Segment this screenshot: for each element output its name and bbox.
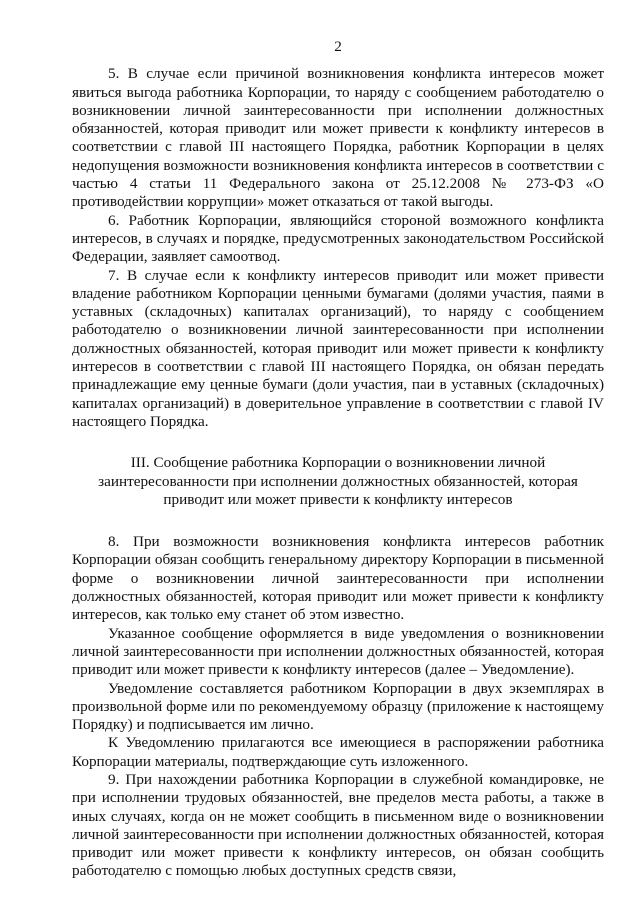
paragraph-6: 6. Работник Корпорации, являющийся стороной возможного конфликта интересов, в случаях и порядке, предусмотренных законодательством Российской Федерации, заявляет самоотвод.	[72, 211, 604, 266]
page-number: 2	[334, 38, 342, 55]
paragraph-8-notification-copies: Уведомление составляется работником Корпорации в двух экземплярах в произвольной форме или по рекомендуемому образцу (приложение к настоящему Порядку) и подписывается им лично.	[72, 679, 604, 734]
paragraph-8-notification-format: Указанное сообщение оформляется в виде уведомления о возникновении личной заинтересованности при исполнении должностных обязанностей, которая приводит или может привести к конфликту интересов (далее – Уведомление).	[72, 624, 604, 679]
section-heading: III. Сообщение работника Корпорации о возникновении личной заинтересованности при исполнении должностных обязанностей, которая приводит или может привести к конфликту интересов	[98, 454, 578, 508]
paragraph-8: 8. При возможности возникновения конфликта интересов работник Корпорации обязан сообщить генеральному директору Корпорации в письменной форме о возникновении личной заинтересованности при исполнении должностных обязанностей, которая приводит или может привести к конфликту интересов, как только ему станет об этом известно.	[72, 533, 604, 624]
paragraph-8-attachments: К Уведомлению прилагаются все имеющиеся в распоряжении работника Корпорации материалы, подтверждающие суть изложенного.	[72, 734, 604, 770]
paragraph-7: 7. В случае если к конфликту интересов приводит или может привести владение работником Корпорации ценными бумагами (долями участия, паями в уставных (складочных) капиталах организаций), то наряду с сообщением работодателю о возникновении личной заинтересованности при исполнении должностных обязанностей, которая приводит или может привести к конфликту интересов в соответствии с главой III настоящего Порядка, он обязан передать принадлежащие ему ценные бумаги (доли участия, паи в уставных (складочных) капиталах организаций) в доверительное управление в соответствии с главой IV настоящего Порядка.	[72, 266, 604, 430]
paragraph-5: 5. В случае если причиной возникновения конфликта интересов может явиться выгода работника Корпорации, то наряду с сообщением работодателю о возникновении личной заинтересованности при исполнении должностных обязанностей, которая приводит или может привести к конфликту интересов в соответствии с главой III настоящего Порядка, работник Корпорации в целях недопущения возможности возникновения конфликта интересов в соответствии с частью 4 статьи 11 Федерального закона от 25.12.2008 № 273-ФЗ «О противодействии коррупции» может отказаться от такой выгоды.	[72, 65, 604, 211]
paragraph-9: 9. При нахождении работника Корпорации в служебной командировке, не при исполнении трудовых обязанностей, вне пределов места работы, а также в иных случаях, когда он не может сообщить в письменном виде о возникновении личной заинтересованности при исполнении должностных обязанностей, которая приводит или может привести к конфликту интересов, он обязан сообщить работодателю с помощью любых доступных средств связи,	[72, 770, 604, 880]
